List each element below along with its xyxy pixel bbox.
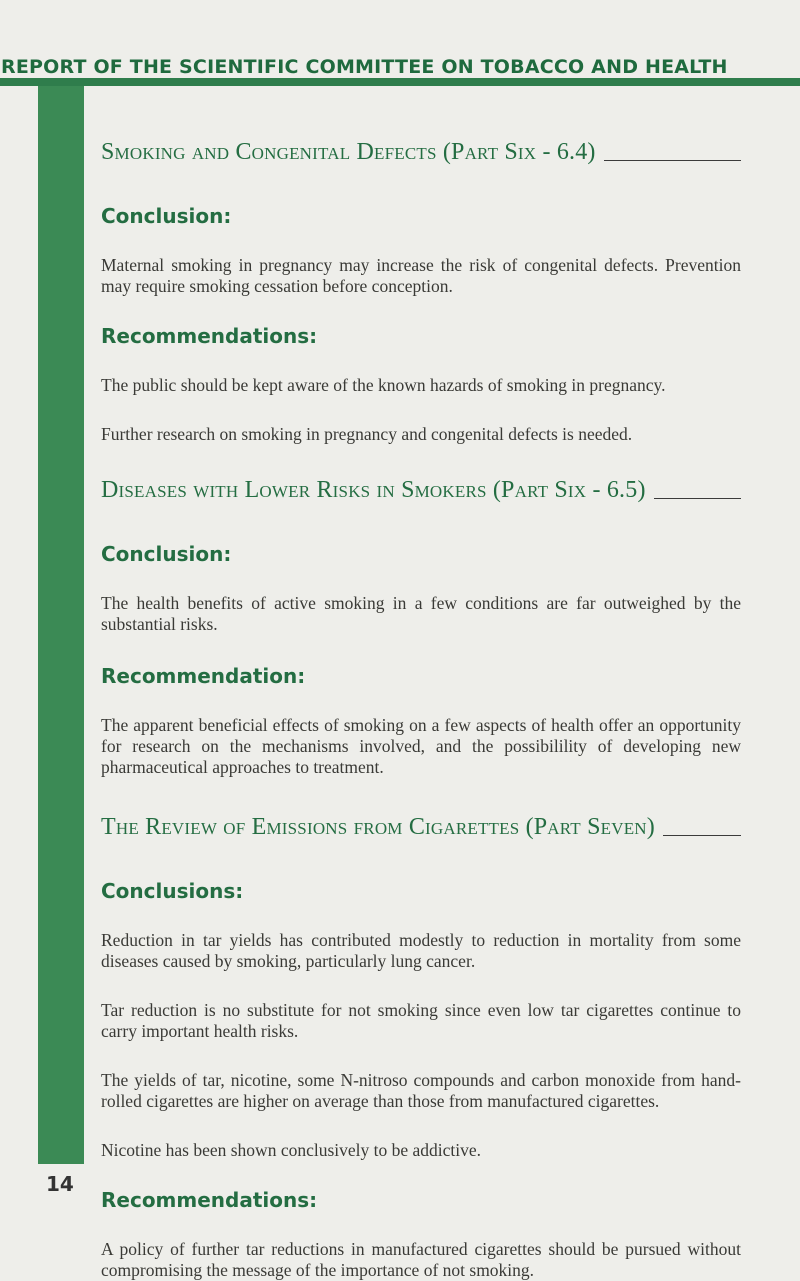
conclusion-paragraph: Nicotine has been shown conclusively to be addictive. bbox=[101, 1140, 482, 1160]
section-title-text: Diseases with Lower Risks in Smokers (Part Six - 6.5) bbox=[101, 477, 646, 503]
side-color-band bbox=[38, 86, 84, 1164]
section-title bbox=[101, 137, 741, 167]
section-title-text: The Review of Emissions from Cigarettes (Part Seven) bbox=[101, 814, 655, 840]
conclusion-paragraph: Maternal smoking in pregnancy may increase the risk of congenital defects. Prevention may require smoking cessation before conception. bbox=[101, 255, 741, 296]
conclusion-paragraph: The health benefits of active smoking in a few conditions are far outweighed by the substantial risks. bbox=[101, 593, 741, 634]
conclusion-heading: Conclusion: bbox=[101, 204, 232, 228]
section-cigarette-emissions bbox=[101, 812, 741, 1281]
conclusion-heading: Conclusion: bbox=[101, 542, 232, 566]
section-lower-risk-diseases bbox=[101, 475, 741, 778]
title-rule bbox=[604, 160, 741, 161]
recommendation-heading: Recommendation: bbox=[101, 664, 306, 688]
section-congenital-defects bbox=[101, 137, 741, 445]
title-rule bbox=[663, 835, 741, 836]
header-rule bbox=[0, 78, 800, 86]
conclusion-paragraph: The yields of tar, nicotine, some N-nitroso compounds and carbon monoxide from hand-rolled cigarettes are higher on average than those from manufactured cigarettes. bbox=[101, 1070, 741, 1111]
section-title bbox=[101, 812, 741, 842]
recommendation-heading: Recommendations: bbox=[101, 324, 318, 348]
page-number: 14 bbox=[46, 1172, 74, 1196]
conclusion-paragraph: Reduction in tar yields has contributed modestly to reduction in mortality from some diseases caused by smoking, particularly lung cancer. bbox=[101, 930, 741, 971]
section-title-text: Smoking and Congenital Defects (Part Six - 6.4) bbox=[101, 139, 596, 165]
conclusion-heading: Conclusions: bbox=[101, 879, 244, 903]
conclusion-paragraph: Tar reduction is no substitute for not smoking since even low tar cigarettes continue to carry important health risks. bbox=[101, 1000, 741, 1041]
report-header-title: REPORT OF THE SCIENTIFIC COMMITTEE ON TOBACCO AND HEALTH bbox=[1, 56, 728, 78]
recommendation-paragraph: The apparent beneficial effects of smoking on a few aspects of health offer an opportunity for research on the mechanisms involved, and the possibilility of developing new pharmaceutical approaches to treatment. bbox=[101, 715, 741, 777]
recommendation-heading: Recommendations: bbox=[101, 1188, 318, 1212]
recommendation-paragraph: The public should be kept aware of the known hazards of smoking in pregnancy. bbox=[101, 375, 666, 395]
title-rule bbox=[654, 498, 741, 499]
page-content bbox=[101, 137, 741, 1281]
recommendation-paragraph: Further research on smoking in pregnancy and congenital defects is needed. bbox=[101, 424, 633, 444]
recommendation-paragraph: A policy of further tar reductions in manufactured cigarettes should be pursued without compromising the message of the importance of not smoking. bbox=[101, 1239, 741, 1280]
section-title bbox=[101, 475, 741, 505]
